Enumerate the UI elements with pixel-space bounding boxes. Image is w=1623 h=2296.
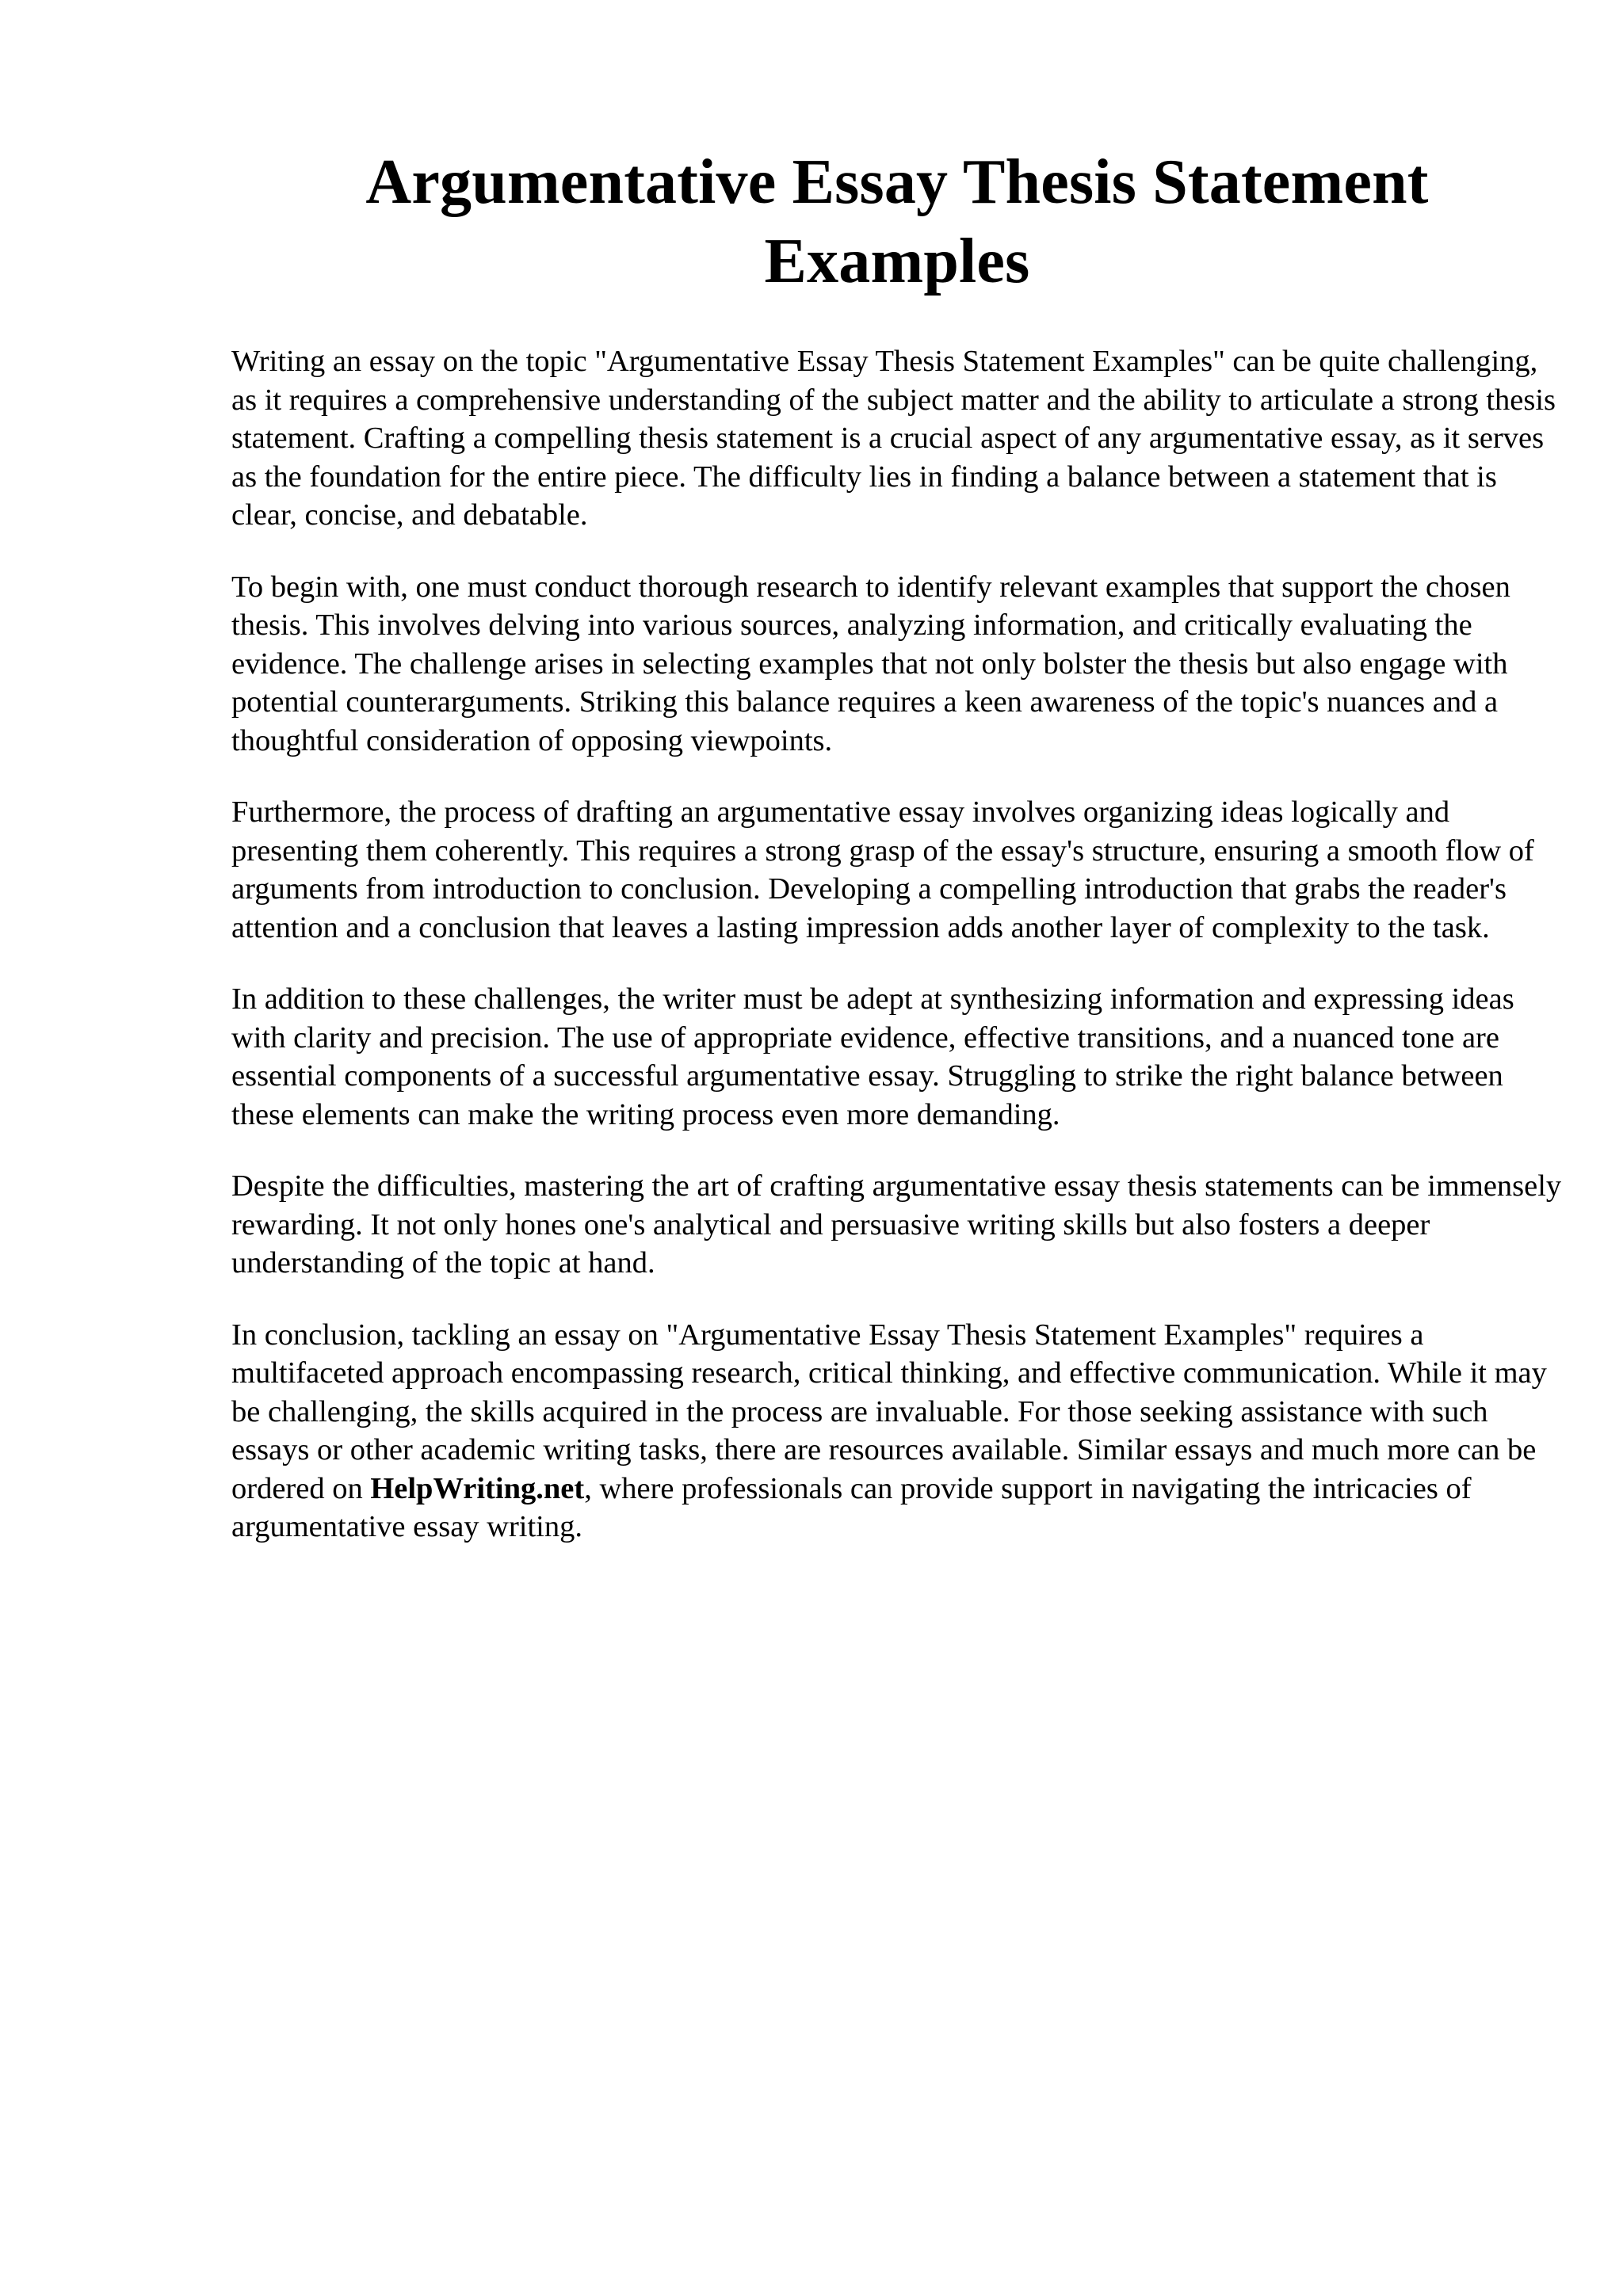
document-title: Argumentative Essay Thesis Statement Examples — [365, 147, 1429, 296]
paragraph-conclusion — [231, 1316, 1563, 1547]
paragraph-5: Despite the difficulties, mastering the art of crafting argumentative essay thesis statements can be immensely rewarding. It not only hones one's analytical and persuasive writing skills but also fosters a deeper understanding of the topic at hand. — [231, 1169, 1562, 1280]
conclusion-text-before: In conclusion, tackling an essay on "Argumentative Essay Thesis Statement Examples" requires a multifaceted approach encompassing research, critical thinking, and effective communication. While it may be challenging, the skills acquired in the process are invaluable. For those seeking assistance with such essays or other academic writing tasks, there are resources available. Similar essays and much more can be ordered on — [231, 1318, 1547, 1505]
paragraph-1: Writing an essay on the topic "Argumentative Essay Thesis Statement Examples" can be quite challenging, as it requires a comprehensive understanding of the subject matter and the ability to articulate a strong thesis statement. Crafting a compelling thesis statement is a crucial aspect of any argumentative essay, as it serves as the foundation for the entire piece. The difficulty lies in finding a balance between a statement that is clear, concise, and debatable. — [231, 345, 1556, 532]
document-body — [231, 342, 1563, 1547]
paragraph-4: In addition to these challenges, the writer must be adept at synthesizing information and expressing ideas with clarity and precision. The use of appropriate evidence, effective transitions, and a nuanced tone are essential components of a successful argumentative essay. Struggling to strike the right balance between these elements can make the writing process even more demanding. — [231, 982, 1514, 1131]
document-page — [231, 143, 1563, 1580]
paragraph-3: Furthermore, the process of drafting an argumentative essay involves organizing ideas logically and presenting them coherently. This requires a strong grasp of the essay's structure, ensuring a smooth flow of arguments from introduction to conclusion. Developing a compelling introduction that grabs the reader's attention and a conclusion that leaves a lasting impression adds another layer of complexity to the task. — [231, 795, 1534, 944]
paragraph-2: To begin with, one must conduct thorough research to identify relevant examples that support the chosen thesis. This involves delving into various sources, analyzing information, and critically evaluating the evidence. The challenge arises in selecting examples that not only bolster the thesis but also engage with potential counterarguments. Striking this balance requires a keen awareness of the topic's nuances and a thoughtful consideration of opposing viewpoints. — [231, 570, 1510, 757]
conclusion-text-after: , where professionals can provide support in navigating the intricacies of argumentative essay writing. — [231, 1471, 1472, 1543]
helpwriting-link[interactable]: HelpWriting.net — [370, 1471, 585, 1505]
